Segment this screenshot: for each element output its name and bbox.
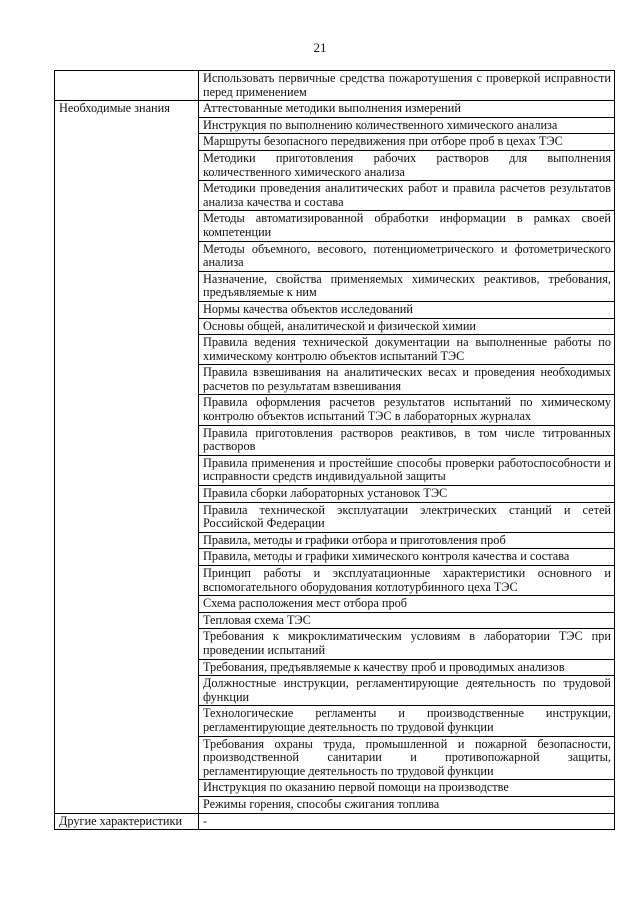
table-cell: Методы автоматизированной обработки информации в рамках своей компетенции: [199, 211, 615, 241]
table-cell: Назначение, свойства применяемых химических реактивов, требования, предъявляемые к ним: [199, 271, 615, 301]
table-cell: Требования, предъявляемые к качеству проб и проводимых анализов: [199, 659, 615, 676]
table-cell: Маршруты безопасного передвижения при отборе проб в цехах ТЭС: [199, 134, 615, 151]
table-cell: Требования к микроклиматическим условиям в лаборатории ТЭС при проведении испытаний: [199, 629, 615, 659]
table-cell: Правила ведения технической документации на выполненные работы по химическому контролю объектов испытаний ТЭС: [199, 335, 615, 365]
section-label: [55, 71, 199, 101]
table-cell: Правила оформления расчетов результатов испытаний по химическому контролю объектов испытаний ТЭС в лабораторных журналах: [199, 395, 615, 425]
table-cell: Тепловая схема ТЭС: [199, 612, 615, 629]
table-cell: Инструкция по оказанию первой помощи на производстве: [199, 780, 615, 797]
table-cell: Правила взвешивания на аналитических весах и проведения необходимых расчетов по результатам взвешивания: [199, 365, 615, 395]
section-label: Необходимые знания: [55, 101, 199, 813]
table-cell: Технологические регламенты и производственные инструкции, регламентирующие деятельность по трудовой функции: [199, 706, 615, 736]
table-row: [55, 813, 615, 830]
page-number: 21: [313, 40, 327, 55]
table-cell: Инструкция по выполнению количественного химического анализа: [199, 117, 615, 134]
table-cell: Схема расположения мест отбора проб: [199, 596, 615, 613]
table-cell: -: [199, 813, 615, 830]
table-cell: Правила, методы и графики отбора и приготовления проб: [199, 532, 615, 549]
requirements-table: [54, 70, 615, 830]
table-cell: Методы объемного, весового, потенциометрического и фотометрического анализа: [199, 241, 615, 271]
table-cell: Должностные инструкции, регламентирующие деятельность по трудовой функции: [199, 676, 615, 706]
table-cell: Правила сборки лабораторных установок ТЭС: [199, 486, 615, 503]
table-cell: Аттестованные методики выполнения измерений: [199, 101, 615, 118]
table-cell: Принцип работы и эксплуатационные характеристики основного и вспомогательного оборудования котлотурбинного цеха ТЭС: [199, 566, 615, 596]
table-cell: Основы общей, аналитической и физической химии: [199, 318, 615, 335]
section-label: Другие характеристики: [55, 813, 199, 830]
table-cell: Правила технической эксплуатации электрических станций и сетей Российской Федерации: [199, 502, 615, 532]
table-cell: Правила приготовления растворов реактивов, в том числе титрованных растворов: [199, 425, 615, 455]
table-cell: Правила, методы и графики химического контроля качества и состава: [199, 549, 615, 566]
table-cell: Методики проведения аналитических работ и правила расчетов результатов анализа качества и состава: [199, 181, 615, 211]
requirements-table-body: [55, 71, 615, 830]
table-cell: Режимы горения, способы сжигания топлива: [199, 796, 615, 813]
table-cell: Требования охраны труда, промышленной и пожарной безопасности, производственной санитарии и противопожарной защиты, регламентирующие деятельность по трудовой функции: [199, 736, 615, 780]
table-row: [55, 71, 615, 101]
table-cell: Использовать первичные средства пожаротушения с проверкой исправности перед применением: [199, 71, 615, 101]
table-cell: Методики приготовления рабочих растворов для выполнения количественного химического анализа: [199, 150, 615, 180]
table-row: [55, 101, 615, 118]
table-cell: Правила применения и простейшие способы проверки работоспособности и исправности средств индивидуальной защиты: [199, 455, 615, 485]
table-cell: Нормы качества объектов исследований: [199, 301, 615, 318]
